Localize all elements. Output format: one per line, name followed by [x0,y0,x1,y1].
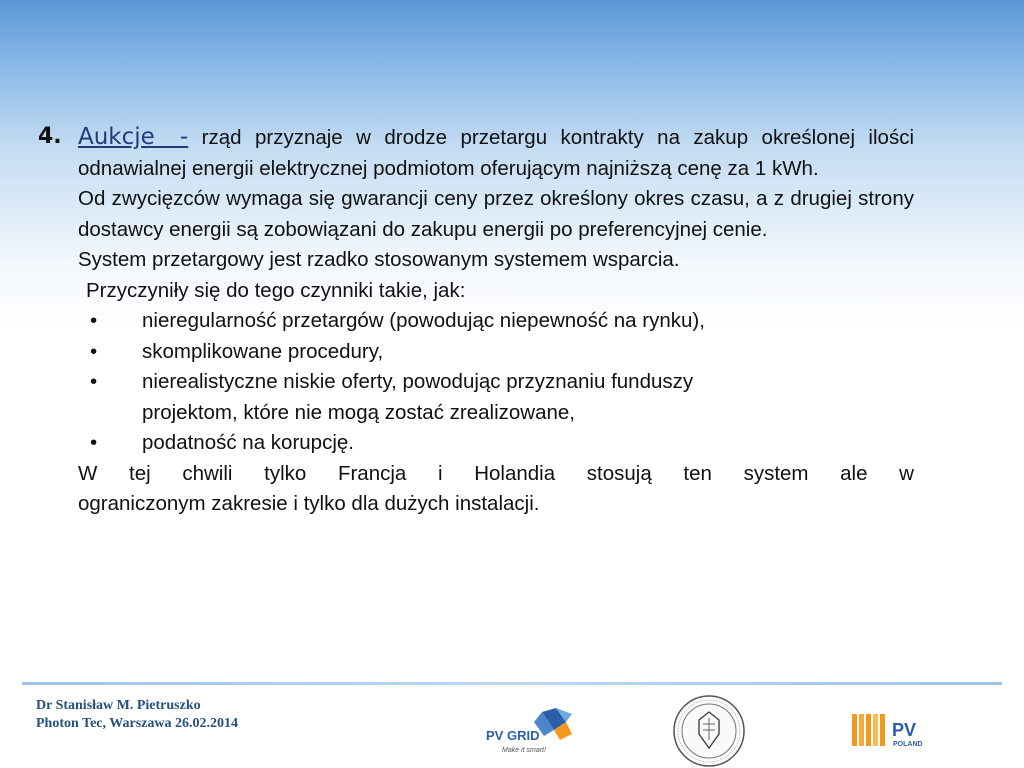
factors-intro: Przyczyniły się do tego czynniki takie, jak: [86,278,466,302]
bullet-marker: • [90,339,98,363]
author-name: Dr Stanisław M. Pietruszko [36,698,201,713]
closing-line-1: W tej chwili tylko Francja i Holandia stosują ten system ale w [78,461,914,485]
pv-poland-subtext: POLAND [893,741,923,748]
bullet-continuation: projektom, które nie mogą zostać zrealizowane, [142,400,575,424]
bullet-item [38,367,914,398]
pv-grid-text: PV GRID [486,728,540,743]
paragraph-rarely-used: System przetargowy jest rzadko stosowanym systemem wsparcia. [78,248,680,271]
bullet-text: nieregularność przetargów (powodując niepewność na rynku), [142,309,705,332]
item-intro-text: rząd przyznaje w drodze przetargu kontrakty na zakup określonej ilości odnawialnej energii elektrycznej podmiotom oferującym najniższą cenę za 1 kWh. [78,126,914,180]
bullet-item [38,306,914,337]
item-number: 4. [38,124,62,149]
bullet-marker: • [90,309,98,332]
footer-author-block [36,697,238,733]
pv-grid-emblem-icon [534,708,572,740]
item-heading: Aukcje - [78,124,189,150]
bullet-marker: • [90,370,98,393]
paragraph-guarantee: Od zwycięzców wymaga się gwarancji ceny przez określony okres czasu, a z drugiej strony dostawcy energii są zobowiązani do zakupu energii po preferencyjnej cenie. [78,187,914,241]
pv-grid-logo [480,700,580,760]
university-seal-icon [672,694,746,768]
event-info: Photon Tec, Warszawa 26.02.2014 [36,716,238,731]
footer-divider [22,682,1002,685]
bullet-marker: • [90,431,98,454]
bullet-text: nierealistyczne niskie oferty, powodując przyznaniu funduszy [142,370,694,393]
pv-grid-tagline: Make it smart! [502,747,546,754]
pv-poland-text: PV [892,720,917,740]
slide-body [38,122,914,520]
closing-line-2: ograniczonym zakresie i tylko dla dużych instalacji. [78,492,540,515]
numbered-item [38,122,914,184]
bullet-item [38,337,914,368]
bullet-item [38,428,914,459]
bullet-text: skomplikowane procedury, [142,339,384,363]
pv-poland-logo [852,710,932,750]
bullet-text: podatność na korupcję. [142,431,354,454]
pv-poland-sunburst-icon [852,714,885,746]
